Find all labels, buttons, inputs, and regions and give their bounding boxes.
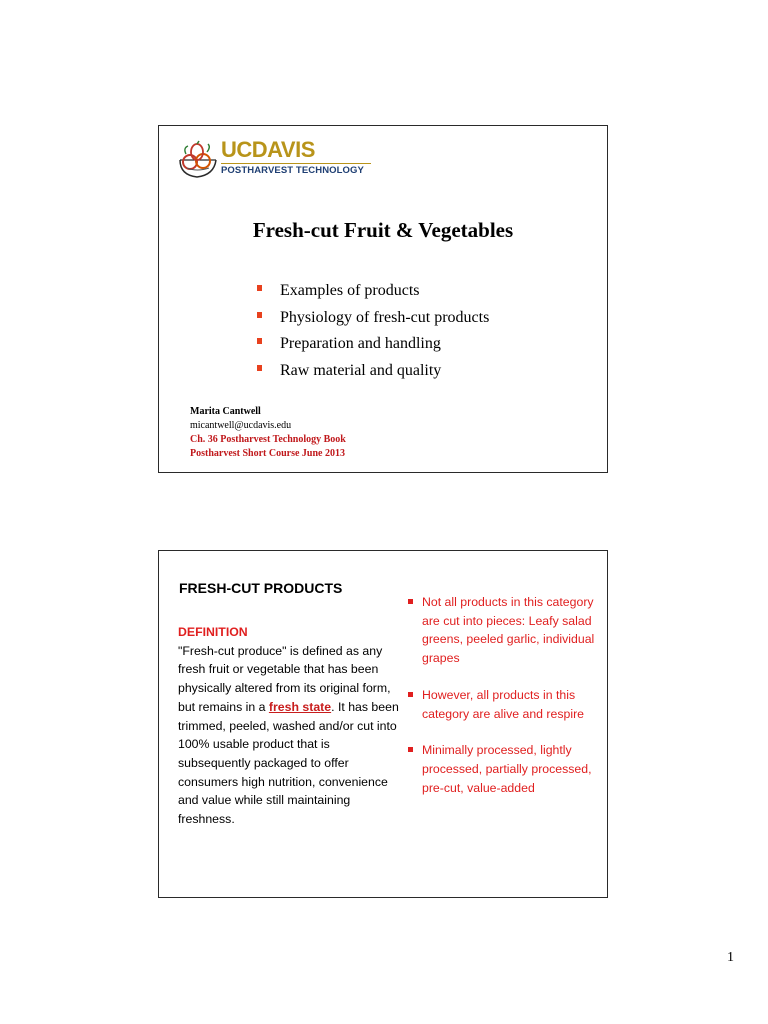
definition-heading: DEFINITION <box>178 625 248 639</box>
topic-label: Raw material and quality <box>280 361 442 379</box>
definition-text <box>178 642 403 829</box>
topic-item <box>255 358 489 385</box>
slide-title <box>158 125 608 473</box>
bullet-square-icon <box>408 692 413 697</box>
author-email: micantwell@ucdavis.edu <box>190 420 292 431</box>
note-item <box>404 593 599 668</box>
ucdavis-logo <box>177 138 372 180</box>
topic-label: Physiology of fresh-cut products <box>280 308 490 326</box>
course-info: Postharvest Short Course June 2013 <box>190 448 345 459</box>
logo-divider <box>221 163 371 164</box>
topic-list <box>255 278 489 384</box>
bullet-square-icon <box>257 312 262 318</box>
bullet-square-icon <box>257 365 262 371</box>
bullet-square-icon <box>257 285 262 291</box>
topic-label: Examples of products <box>280 282 420 299</box>
source-book: Ch. 36 Postharvest Technology Book <box>190 434 346 445</box>
note-text: Minimally processed, lightly processed, partially processed, pre-cut, value-added <box>422 743 592 795</box>
page-number: 1 <box>727 950 734 965</box>
bullet-square-icon <box>408 599 413 604</box>
author-block <box>190 405 346 461</box>
logo-subtitle: POSTHARVEST TECHNOLOGY <box>221 165 364 176</box>
note-item <box>404 686 599 723</box>
author-name: Marita Cantwell <box>190 406 261 417</box>
definition-text-part2: . It has been trimmed, peeled, washed and/or cut into 100% usable product that is subsequently packaged to offer consumers high nutrition, convenience and value while still maintaining freshness. <box>178 699 399 827</box>
slide-title-text: Fresh-cut Fruit & Vegetables <box>252 218 514 242</box>
fresh-state-term: fresh state <box>268 699 332 714</box>
bullet-square-icon <box>408 747 413 752</box>
topic-item <box>255 278 489 305</box>
topic-label: Preparation and handling <box>280 335 441 352</box>
slide-definition <box>158 550 608 898</box>
note-item <box>404 741 599 797</box>
definition-text-part1: "Fresh-cut produce" is defined as any fresh fruit or vegetable that has been physically altered from its original form, but remains in a <box>178 643 391 714</box>
definition-block <box>178 623 403 829</box>
topic-item <box>255 305 489 332</box>
fruit-basket-icon <box>177 140 219 180</box>
slide-heading: FRESH-CUT PRODUCTS <box>179 580 343 596</box>
note-list <box>404 593 599 815</box>
logo-uc: UC <box>221 137 252 162</box>
note-text: Not all products in this category are cut into pieces: Leafy salad greens, peeled garlic, individual grapes <box>422 595 595 666</box>
logo-davis: DAVIS <box>251 137 315 162</box>
bullet-square-icon <box>257 338 262 344</box>
topic-item <box>255 331 489 358</box>
note-text: However, all products in this category are alive and respire <box>422 687 584 721</box>
